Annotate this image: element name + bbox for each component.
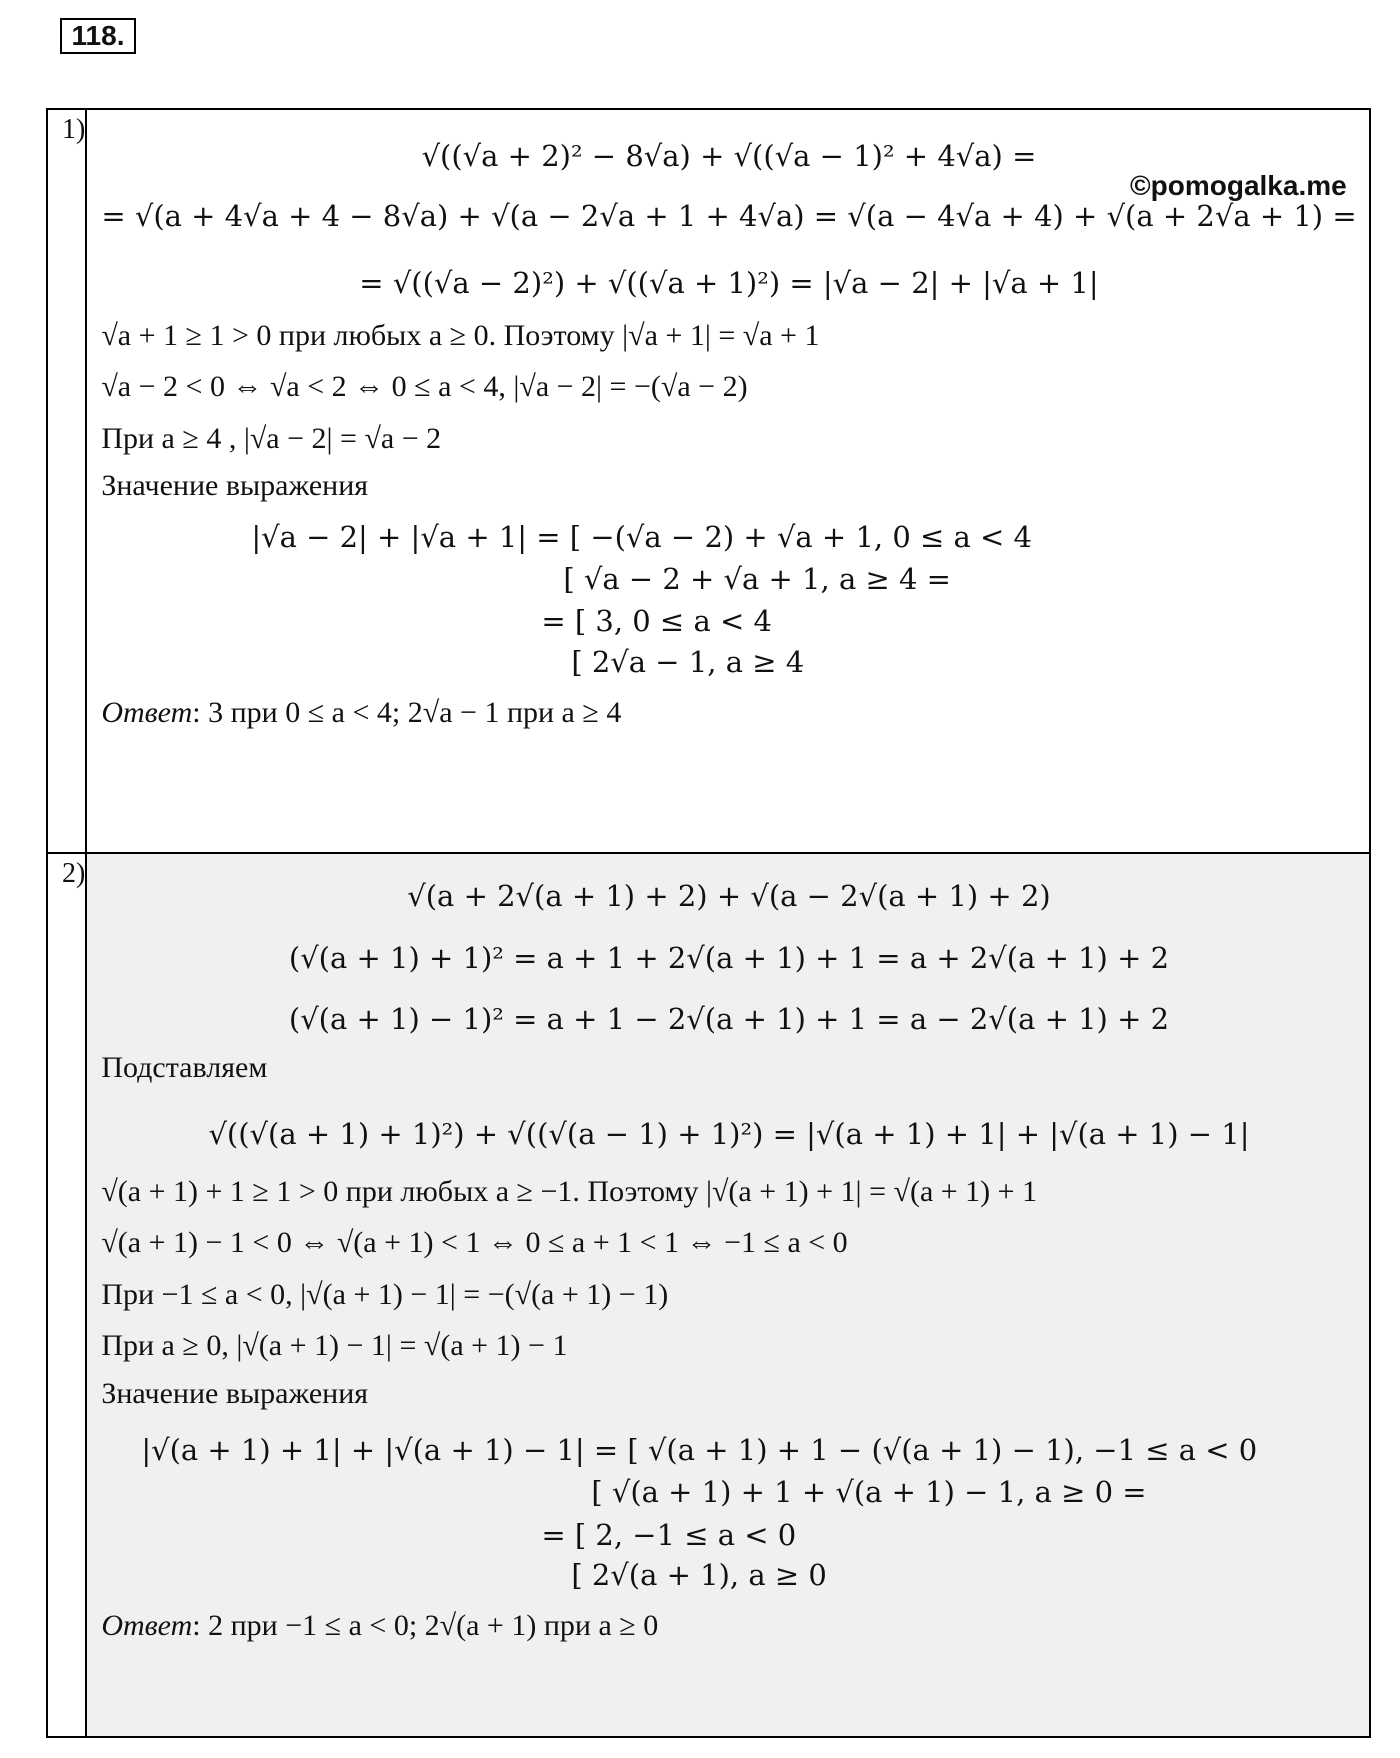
part-1-answer (101, 694, 1356, 732)
part-2-line-8: При −1 ≤ a < 0, |√(a + 1) − 1| = −(√(a + 1) − 1) (101, 1277, 669, 1311)
part-1-line-5: √a − 2 < 0 ⇔ √a < 2 ⇔ 0 ≤ a < 4, |√a − 2| = −(√a − 2) (101, 370, 748, 404)
answer-label: Ответ (101, 1609, 193, 1642)
part-1-line-4: √a + 1 ≥ 1 > 0 при любых a ≥ 0. Поэтому |√a + 1| = √a + 1 (101, 318, 820, 352)
part-2-line-14: [ 2√(a + 1), a ≥ 0 (571, 1557, 827, 1592)
part-1-line-7: Значение выражения (101, 469, 369, 503)
part-2-line-4: Подставляем (101, 1050, 268, 1084)
part-1-line-2: = √(a + 4√a + 4 − 8√a) + √(a − 2√a + 1 + 4√a) = √(a − 4√a + 4) + √(a + 2√a + 1) = (101, 199, 1357, 234)
part-2-body (86, 853, 1369, 1737)
part-2-line-13: = [ 2, −1 ≤ a < 0 (541, 1517, 797, 1552)
part-1-number: 1) (47, 109, 86, 853)
part-2-number: 2) (47, 853, 86, 1737)
part-2-line-5: √((√(a + 1) + 1)²) + √((√(a − 1) + 1)²) = |√(a + 1) + 1| + |√(a + 1) − 1| (208, 1117, 1250, 1152)
part-1-line-8: |√a − 2| + |√a + 1| = [ −(√a − 2) + √a + 1, 0 ≤ a < 4 (251, 519, 1032, 554)
part-1-line-9: [ √a − 2 + √a + 1, a ≥ 4 = (563, 562, 951, 596)
solution-table (46, 108, 1371, 1738)
part-2-line-6: √(a + 1) + 1 ≥ 1 > 0 при любых a ≥ −1. Поэтому |√(a + 1) + 1| = √(a + 1) + 1 (101, 1174, 1038, 1208)
part-2-line-2: (√(a + 1) + 1)² = a + 1 + 2√(a + 1) + 1 = a + 2√(a + 1) + 2 (288, 941, 1170, 976)
part-1-line-11: [ 2√a − 1, a ≥ 4 (571, 644, 805, 679)
part-2-line-12: [ √(a + 1) + 1 + √(a + 1) − 1, a ≥ 0 = (591, 1475, 1147, 1510)
answer-label: Ответ (101, 695, 193, 729)
answer-text: : 2 при −1 ≤ a < 0; 2√(a + 1) при a ≥ 0 (192, 1609, 659, 1642)
part-1-line-10: = [ 3, 0 ≤ a < 4 (541, 604, 772, 639)
problem-number: 118. (60, 18, 136, 54)
part-1-line-3: = √((√a − 2)²) + √((√a + 1)²) = |√a − 2| + |√a + 1| (359, 265, 1099, 300)
part-1-line-1: √((√a + 2)² − 8√a) + √((√a − 1)² + 4√a) = (421, 139, 1037, 173)
part-1-row (47, 109, 1370, 853)
part-1-line-6: При a ≥ 4 , |√a − 2| = √a − 2 (101, 421, 442, 455)
answer-text: : 3 при 0 ≤ a < 4; 2√a − 1 при a ≥ 4 (192, 695, 622, 729)
part-2-line-7: √(a + 1) − 1 < 0 ⇔ √(a + 1) < 1 ⇔ 0 ≤ a + 1 < 1 ⇔ −1 ≤ a < 0 (101, 1226, 848, 1259)
part-2-line-10: Значение выражения (101, 1376, 369, 1410)
part-2-line-11: |√(a + 1) + 1| + |√(a + 1) − 1| = [ √(a + 1) + 1 − (√(a + 1) − 1), −1 ≤ a < 0 (141, 1433, 1258, 1467)
part-2-answer (101, 1607, 1356, 1645)
part-2-line-9: При a ≥ 0, |√(a + 1) − 1| = √(a + 1) − 1 (101, 1329, 568, 1362)
watermark: ©pomogalka.me (1130, 170, 1347, 201)
part-2-row (47, 853, 1370, 1737)
part-2-line-3: (√(a + 1) − 1)² = a + 1 − 2√(a + 1) + 1 = a − 2√(a + 1) + 2 (288, 1001, 1170, 1036)
part-2-line-1: √(a + 2√(a + 1) + 2) + √(a − 2√(a + 1) + 2) (407, 879, 1051, 913)
part-1-body (86, 109, 1369, 853)
